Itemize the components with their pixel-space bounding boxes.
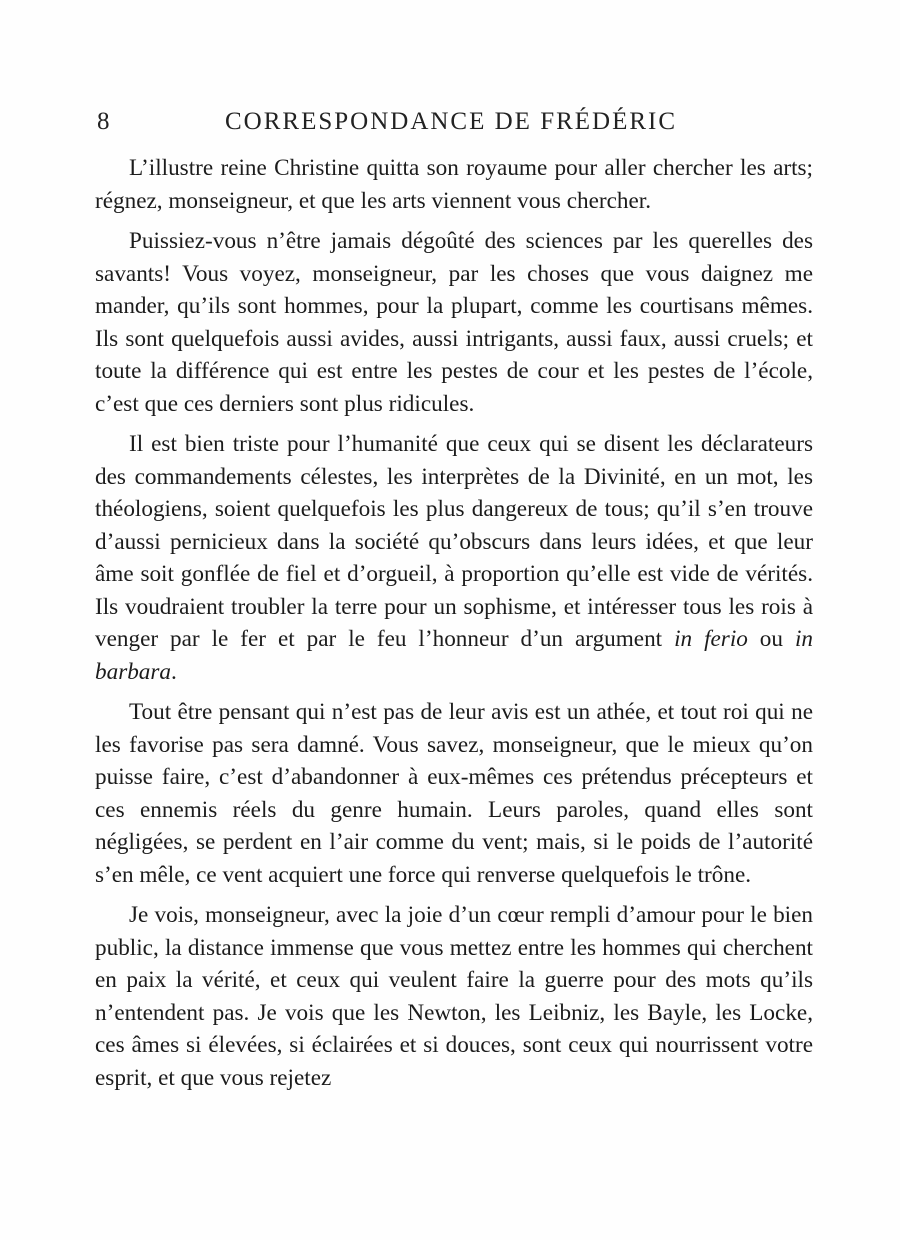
paragraph-3-text: Il est bien triste pour l’humanité que ceux qui se disent les déclarateurs des commandements célestes, les interprètes de la Divinité, en un mot, les théologiens, soient quelquefois les plus dangereux de tous; qu’il s’en trouve d’aussi pernicieux dans la société qu’obscurs dans leurs idées, et que leur âme soit gonflée de fiel et d’orgueil, à proportion qu’elle est vide de vérités. Ils voudraient troubler la terre pour un sophisme, et intéresser tous les rois à venger par le fer et par le feu l’honneur d’un argument <box>95 431 813 652</box>
latin-term-ferio: in ferio <box>674 626 748 652</box>
latin-term-barbara: in barbara <box>95 626 813 685</box>
paragraph-1: L’illustre reine Christine quitta son royaume pour aller chercher les arts; régnez, monseigneur, et que les arts viennent vous chercher. <box>95 155 813 214</box>
paragraph-3-conjunction: ou <box>747 626 795 652</box>
paragraph-3-end: . <box>171 658 177 685</box>
paragraph-4: Tout être pensant qui n’est pas de leur avis est un athée, et tout roi qui ne les favorise pas sera damné. Vous savez, monseigneur, que le mieux qu’on puisse faire, c’est d’abandonner à eux-mêmes ces prétendus précepteurs et ces ennemis réels du genre humain. Leurs paroles, quand elles sont négligées, se perdent en l’air comme du vent; mais, si le poids de l’autorité s’en mêle, ce vent acquiert une force qui renverse quelquefois le trône. <box>95 699 813 888</box>
paragraph-5: Je vois, monseigneur, avec la joie d’un cœur rempli d’amour pour le bien public, la distance immense que vous mettez entre les hommes qui cherchent en paix la vérité, et ceux qui veulent faire la guerre pour des mots qu’ils n’entendent pas. Je vois que les Newton, les Leibniz, les Bayle, les Locke, ces âmes si élevées, si éclairées et si douces, sont ceux qui nourrissent votre esprit, et que vous rejetez <box>95 902 813 1091</box>
running-head <box>95 108 815 142</box>
running-title: CORRESPONDANCE DE FRÉDÉRIC <box>225 108 678 135</box>
paragraph-3 <box>95 428 813 688</box>
paragraph-2: Puissiez-vous n’être jamais dégoûté des sciences par les querelles des savants! Vous voyez, monseigneur, par les choses que vous daignez me mander, qu’ils sont hommes, pour la plupart, comme les courtisans mêmes. Ils sont quelquefois aussi avides, aussi intrigants, aussi faux, aussi cruels; et toute la différence qui est entre les pestes de cour et les pestes de l’école, c’est que ces derniers sont plus ridicules. <box>95 228 813 417</box>
body-text <box>95 152 813 1102</box>
page-number: 8 <box>97 108 112 135</box>
